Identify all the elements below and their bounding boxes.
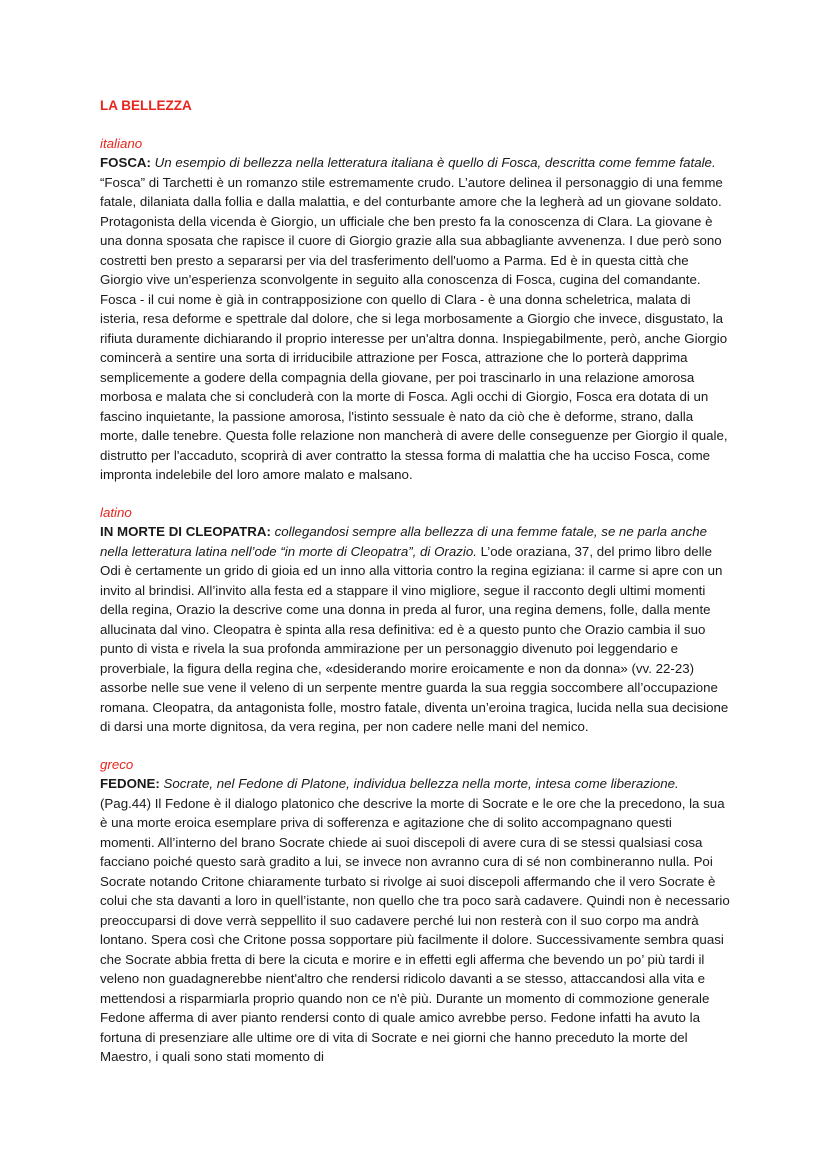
section-body: L’ode oraziana, 37, del primo libro delle Odi è certamente un grido di gioia ed un inno alla vittoria contro la regina egiziana: il carme si apre con un invito al brindisi. All’invito alla festa ed a stappare il vino migliore, segue il racconto degli ultimi momenti della regina, Orazio la descrive come una donna in preda al furor, una regina demens, folle, dalla mente allucinata dal vino. Cleopatra è spinta alla resa definitiva: ed è a questo punto che Orazio cambia il suo punto di vista e rivela la sua profonda ammirazione per un personaggio divenuto poi leggendario e proverbiale, la figura della regina che, «desiderando morire eroicamente e non da donna» (vv. 22-23) assorbe nelle sue vene il veleno di un serpente mentre guarda la sua reggia soccombere all’occupazione romana. Cleopatra, da antagonista folle, mostro fatale, diventa un’eroina tragica, lucida nella sua decisione di darsi una morte dignitosa, da vera regina, per non cadere nelle mani del nemico. (100, 543, 729, 734)
section-subject: italiano (100, 135, 143, 151)
section-paragraph (100, 774, 730, 1067)
section-greco (100, 755, 730, 1067)
section-body: (Pag.44) Il Fedone è il dialogo platonico che descrive la morte di Socrate e le ore che la precedono, la sua è una morte eroica esemplare priva di sofferenza e agitazione che di solito accompagnano questi momenti. All’interno del brano Socrate chiede ai suoi discepoli di avere cura di se stessi qualsiasi cosa facciano poiché questo sarà gradito a lui, se invece non avranno cura di sé non combineranno nulla. Poi Socrate notando Critone chiaramente turbato si rivolge ai suoi discepoli affermando che il vero Socrate è colui che sta davanti a loro in quell’istante, non quello che tra poco sarà cadavere. Quindi non è necessario preoccuparsi di dove verrà seppellito il suo cadavere perché lui non resterà con il suo corpo ma andrà lontano. Spera così che Critone possa sopportare più facilmente il dolore. Successivamente sembra quasi che Socrate abbia fretta di bere la cicuta e morire e in effetti egli afferma che bevendo un po’ più tardi il veleno non guadagnerebbe nient'altro che rendersi ridicolo davanti a se stesso, attaccandosi alla vita e mettendosi a risparmiarla proprio quando non ce n'è più. Durante un momento di commozione generale Fedone afferma di aver pianto rendersi conto di quale amico avrebbe perso. Fedone infatti ha avuto la fortuna di presenziare alle ultime ore di vita di Socrate e nei giorni che hanno preceduto la morte del Maestro, i quali sono stati momento di (100, 795, 730, 1064)
section-subject: latino (100, 504, 132, 520)
section-intro: Un esempio di bellezza nella letteratura italiana è quello di Fosca, descritta come femme fatale. (154, 155, 716, 170)
section-paragraph (100, 153, 730, 485)
section-lead: FEDONE: (100, 776, 160, 791)
section-lead: IN MORTE DI CLEOPATRA: (100, 524, 271, 539)
section-subject: greco (100, 756, 134, 772)
section-intro: collegandosi sempre alla bellezza di una femme fatale, se ne parla anche nella letteratura latina nell’ode “in morte di Cleopatra”, di Orazio. (100, 524, 708, 559)
section-latino (100, 503, 730, 737)
section-paragraph (100, 522, 730, 737)
section-italiano (100, 134, 730, 485)
section-intro: Socrate, nel Fedone di Platone, individua bellezza nella morte, intesa come liberazione. (163, 776, 679, 791)
document-title: LA BELLEZZA (100, 98, 192, 113)
section-body: “Fosca” di Tarchetti è un romanzo stile estremamente crudo. L’autore delinea il personaggio di una femme fatale, dilaniata dalla follia e dalla malattia, e del conturbante amore che la legherà ad un giovane soldato. Protagonista della vicenda è Giorgio, un ufficiale che ben presto fa la conoscenza di Clara. La giovane è una donna sposata che rapisce il cuore di Giorgio grazie alla sua abbagliante avvenenza. I due però sono costretti ben presto a separarsi per via del trasferimento dell'uomo a Parma. Ed è in questa città che Giorgio vive un'esperienza sconvolgente in seguito alla conoscenza di Fosca, cugina del comandante. Fosca - il cui nome è già in contrapposizione con quello di Clara - è una donna scheletrica, malata di isteria, resa deforme e spettrale dal dolore, che si lega morbosamente a Giorgio che invece, disgustato, la rifiuta duramente dichiarando il proprio interesse per un'altra donna. Inspiegabilmente, però, anche Giorgio comincerà a sentire una sorta di irriducibile attrazione per Fosca, attrazione che lo porterà dapprima semplicemente a godere della compagnia della giovane, per poi trascinarlo in una relazione amorosa morbosa e malata che si concluderà con la morte di Fosca. Agli occhi di Giorgio, Fosca era dotata di un fascino inquietante, la passione amorosa, l'istinto sessuale è nato da ciò che è deforme, strano, dalla morte, dalle tenebre. Questa folle relazione non mancherà di avere delle conseguenze per Giorgio il quale, distrutto per l'accaduto, scoprirà di aver contratto la stessa forma di malattia che ha ucciso Fosca, come impronta indelebile del loro amore malato e malsano. (100, 174, 728, 482)
document-page (100, 96, 730, 1085)
section-lead: FOSCA: (100, 155, 151, 170)
